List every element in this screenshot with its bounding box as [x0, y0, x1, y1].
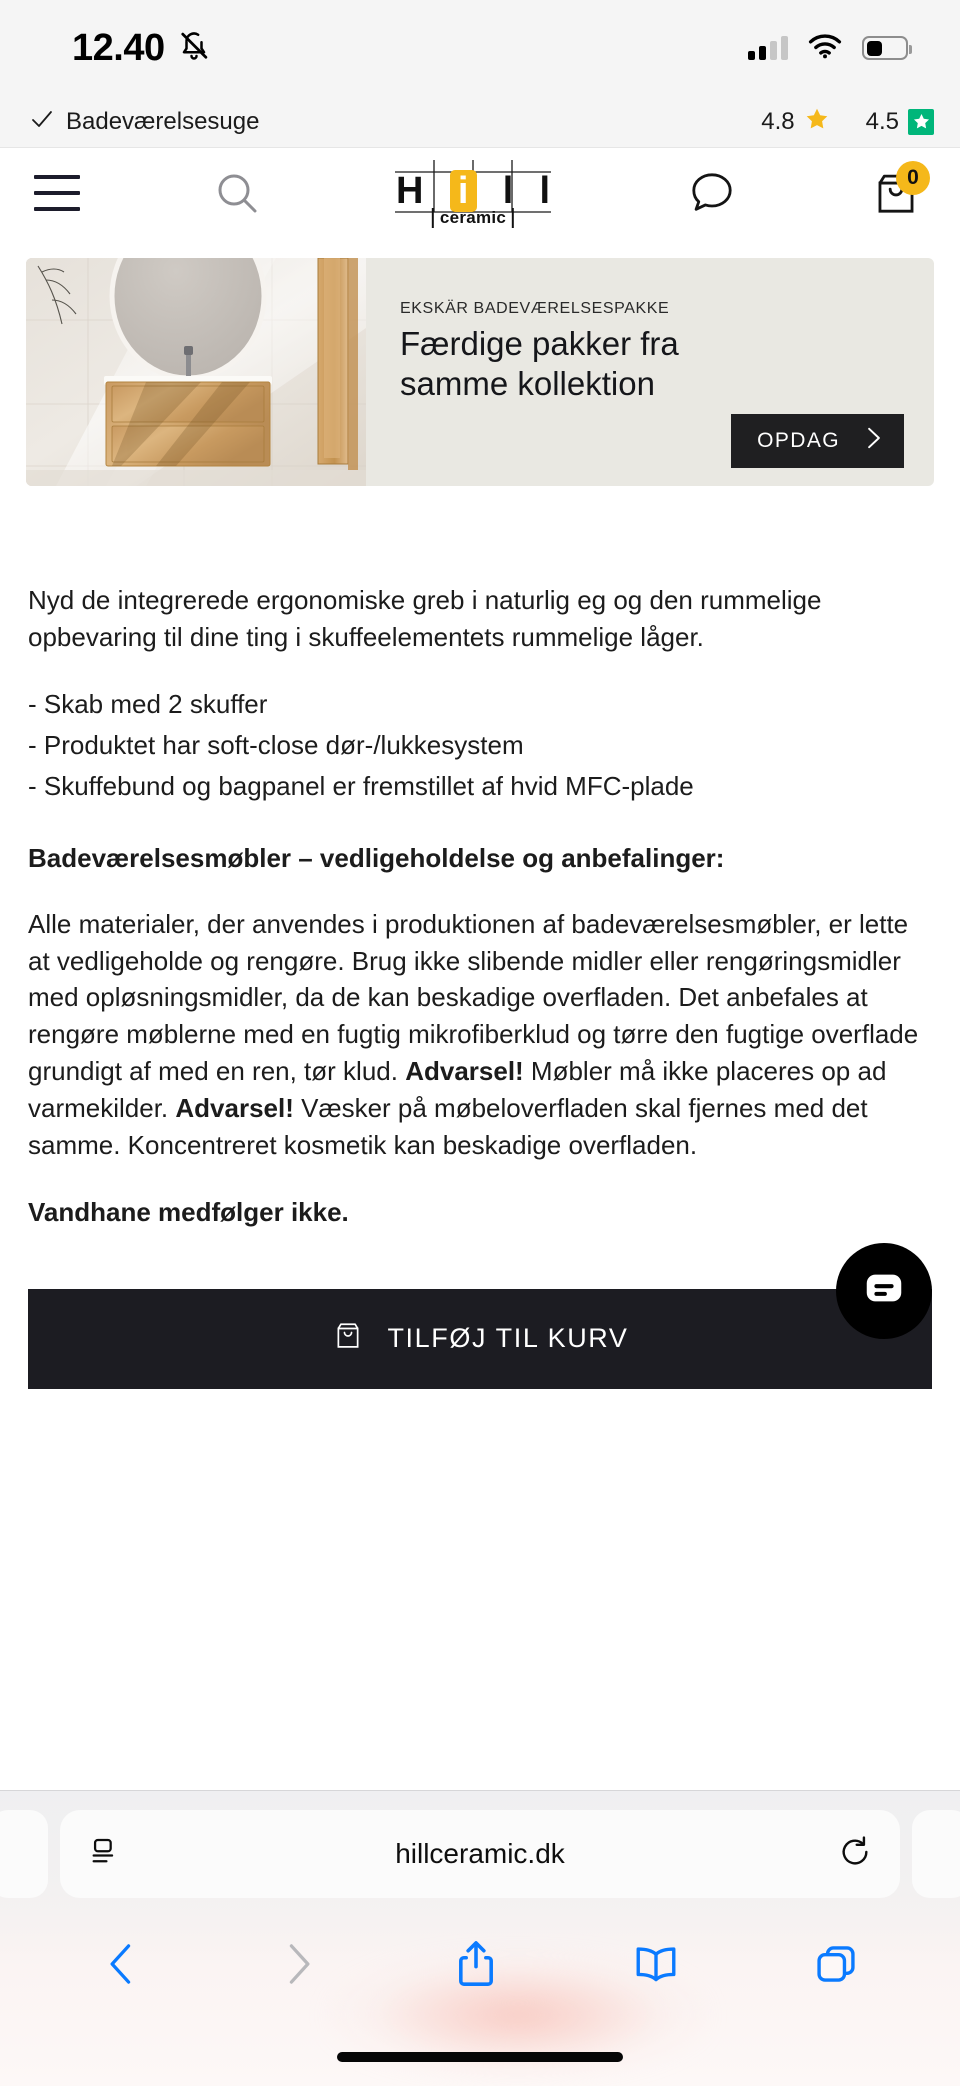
care-warning-2: Advarsel!: [175, 1093, 294, 1124]
banner-cta-button[interactable]: [731, 414, 904, 468]
banner-title-line2: samme kollektion: [400, 365, 655, 403]
forward-chevron-icon: [278, 1941, 318, 1992]
banner-eyebrow: EKSKÄR BADEVÆRELSESPAKKE: [400, 300, 670, 317]
care-text-2: Møbler må ikke placeres op ad varmekilder.: [28, 1056, 887, 1124]
banner-copy: [366, 258, 934, 486]
battery-icon: [862, 36, 908, 60]
star-icon: [804, 106, 830, 137]
logo-subtitle: ceramic: [432, 208, 514, 228]
status-bar-clock: 12.40: [72, 27, 165, 69]
check-icon: [30, 107, 54, 136]
site-header: [0, 148, 960, 238]
address-bar-url: hillceramic.dk: [395, 1838, 565, 1869]
logo-letter-h: H: [396, 170, 424, 212]
care-text-3: Væsker på møbeloverfladen skal fjernes med det samme. Koncentreret kosmetik kan beskadige overfladen.: [28, 1093, 868, 1161]
cellular-signal-icon: [748, 36, 788, 60]
care-heading: Badeværelsesmøbler – vedligeholdelse og anbefalinger:: [28, 842, 725, 873]
promo-bar: [0, 96, 960, 148]
tab-peek-previous[interactable]: [0, 1810, 48, 1898]
description-bullets: [28, 686, 932, 805]
banner-title: [400, 324, 900, 405]
chat-fab-button[interactable]: [836, 1243, 932, 1339]
cart-button[interactable]: [870, 167, 922, 219]
banner-cta-label: OPDAG: [757, 429, 840, 452]
rating-google-value: 4.8: [761, 107, 795, 135]
logo-letter-l2: l: [539, 170, 550, 212]
safari-url-row: [0, 1810, 960, 1898]
rating-trustpilot[interactable]: [866, 108, 934, 136]
status-bar-left: [72, 29, 209, 67]
add-to-cart-label: TILFØJ TIL KURV: [387, 1323, 629, 1354]
description-footnote: Vandhane medfølger ikke.: [28, 1196, 349, 1227]
ios-status-bar: [0, 0, 960, 96]
care-paragraph: [28, 906, 932, 1164]
care-warning-1: Advarsel!: [405, 1056, 524, 1087]
bookmarks-icon[interactable]: [634, 1941, 678, 1992]
logo-letter-l1: l: [502, 170, 514, 212]
care-text-1: Alle materialer, der anvendes i produktionen af badeværelsesmøbler, er lette at vedligeholde og rengøre. Brug ikke slibende midler eller rengøringsmidler med opløsningsmidler, da de kan beskadige overfladen. Det anbefales at rengøre møblerne med en fugtig mikrofiberklud og tørre den fugtige overflade grundigt af med en ren, tør klud.: [28, 908, 919, 1087]
logo-letter-i: i: [450, 170, 477, 212]
hamburger-menu-icon[interactable]: [34, 175, 80, 211]
promo-banner[interactable]: [26, 258, 934, 486]
promo-bar-ratings: [761, 106, 934, 137]
safari-toolbar: [0, 1930, 960, 2002]
tabs-icon[interactable]: [814, 1941, 858, 1992]
promo-banner-wrapper: [0, 238, 960, 486]
trustpilot-star-icon: [908, 109, 934, 135]
banner-title-line1: Færdige pakker fra: [400, 325, 679, 362]
site-logo[interactable]: [393, 156, 553, 230]
rating-trustpilot-value: 4.5: [865, 107, 899, 135]
chevron-right-icon: [866, 427, 882, 455]
back-chevron-icon[interactable]: [102, 1941, 142, 1992]
home-indicator: [337, 2052, 623, 2062]
tab-peek-next[interactable]: [912, 1810, 960, 1898]
list-item: - Skuffebund og bagpanel er fremstillet af hvid MFC-plade: [28, 770, 694, 801]
chat-bubble-icon[interactable]: [686, 167, 738, 219]
rating-google[interactable]: [761, 106, 829, 137]
wifi-icon: [808, 33, 842, 64]
logo-letters: [393, 170, 553, 212]
description-intro: Nyd de integrerede ergonomiske greb i naturlig eg og den rummelige opbevaring til dine ting i skuffeelementets rummelige låger.: [28, 585, 822, 652]
product-description-copy: [28, 582, 932, 1231]
product-description-section: [0, 486, 960, 1231]
share-icon[interactable]: [454, 1939, 498, 1994]
list-item: - Skab med 2 skuffer: [28, 688, 268, 719]
cart-count-badge: 0: [896, 161, 930, 195]
chat-message-icon: [861, 1265, 907, 1316]
add-to-cart-section: [0, 1261, 960, 1389]
promo-bar-left: [30, 107, 259, 136]
promo-bar-label: Badeværelsesuge: [66, 107, 260, 135]
safari-address-bar[interactable]: [60, 1810, 900, 1898]
search-icon[interactable]: [213, 169, 261, 217]
page-settings-icon[interactable]: [88, 1835, 122, 1874]
reload-icon[interactable]: [838, 1835, 872, 1874]
safari-browser-chrome: [0, 1790, 960, 2086]
bathroom-vanity-photo: [26, 258, 366, 486]
bell-slash-icon: [179, 30, 209, 67]
status-bar-right: [748, 33, 908, 64]
shopping-bag-icon: [331, 1318, 365, 1359]
add-to-cart-button[interactable]: [28, 1289, 932, 1389]
list-item: - Produktet har soft-close dør-/lukkesystem: [28, 729, 524, 760]
